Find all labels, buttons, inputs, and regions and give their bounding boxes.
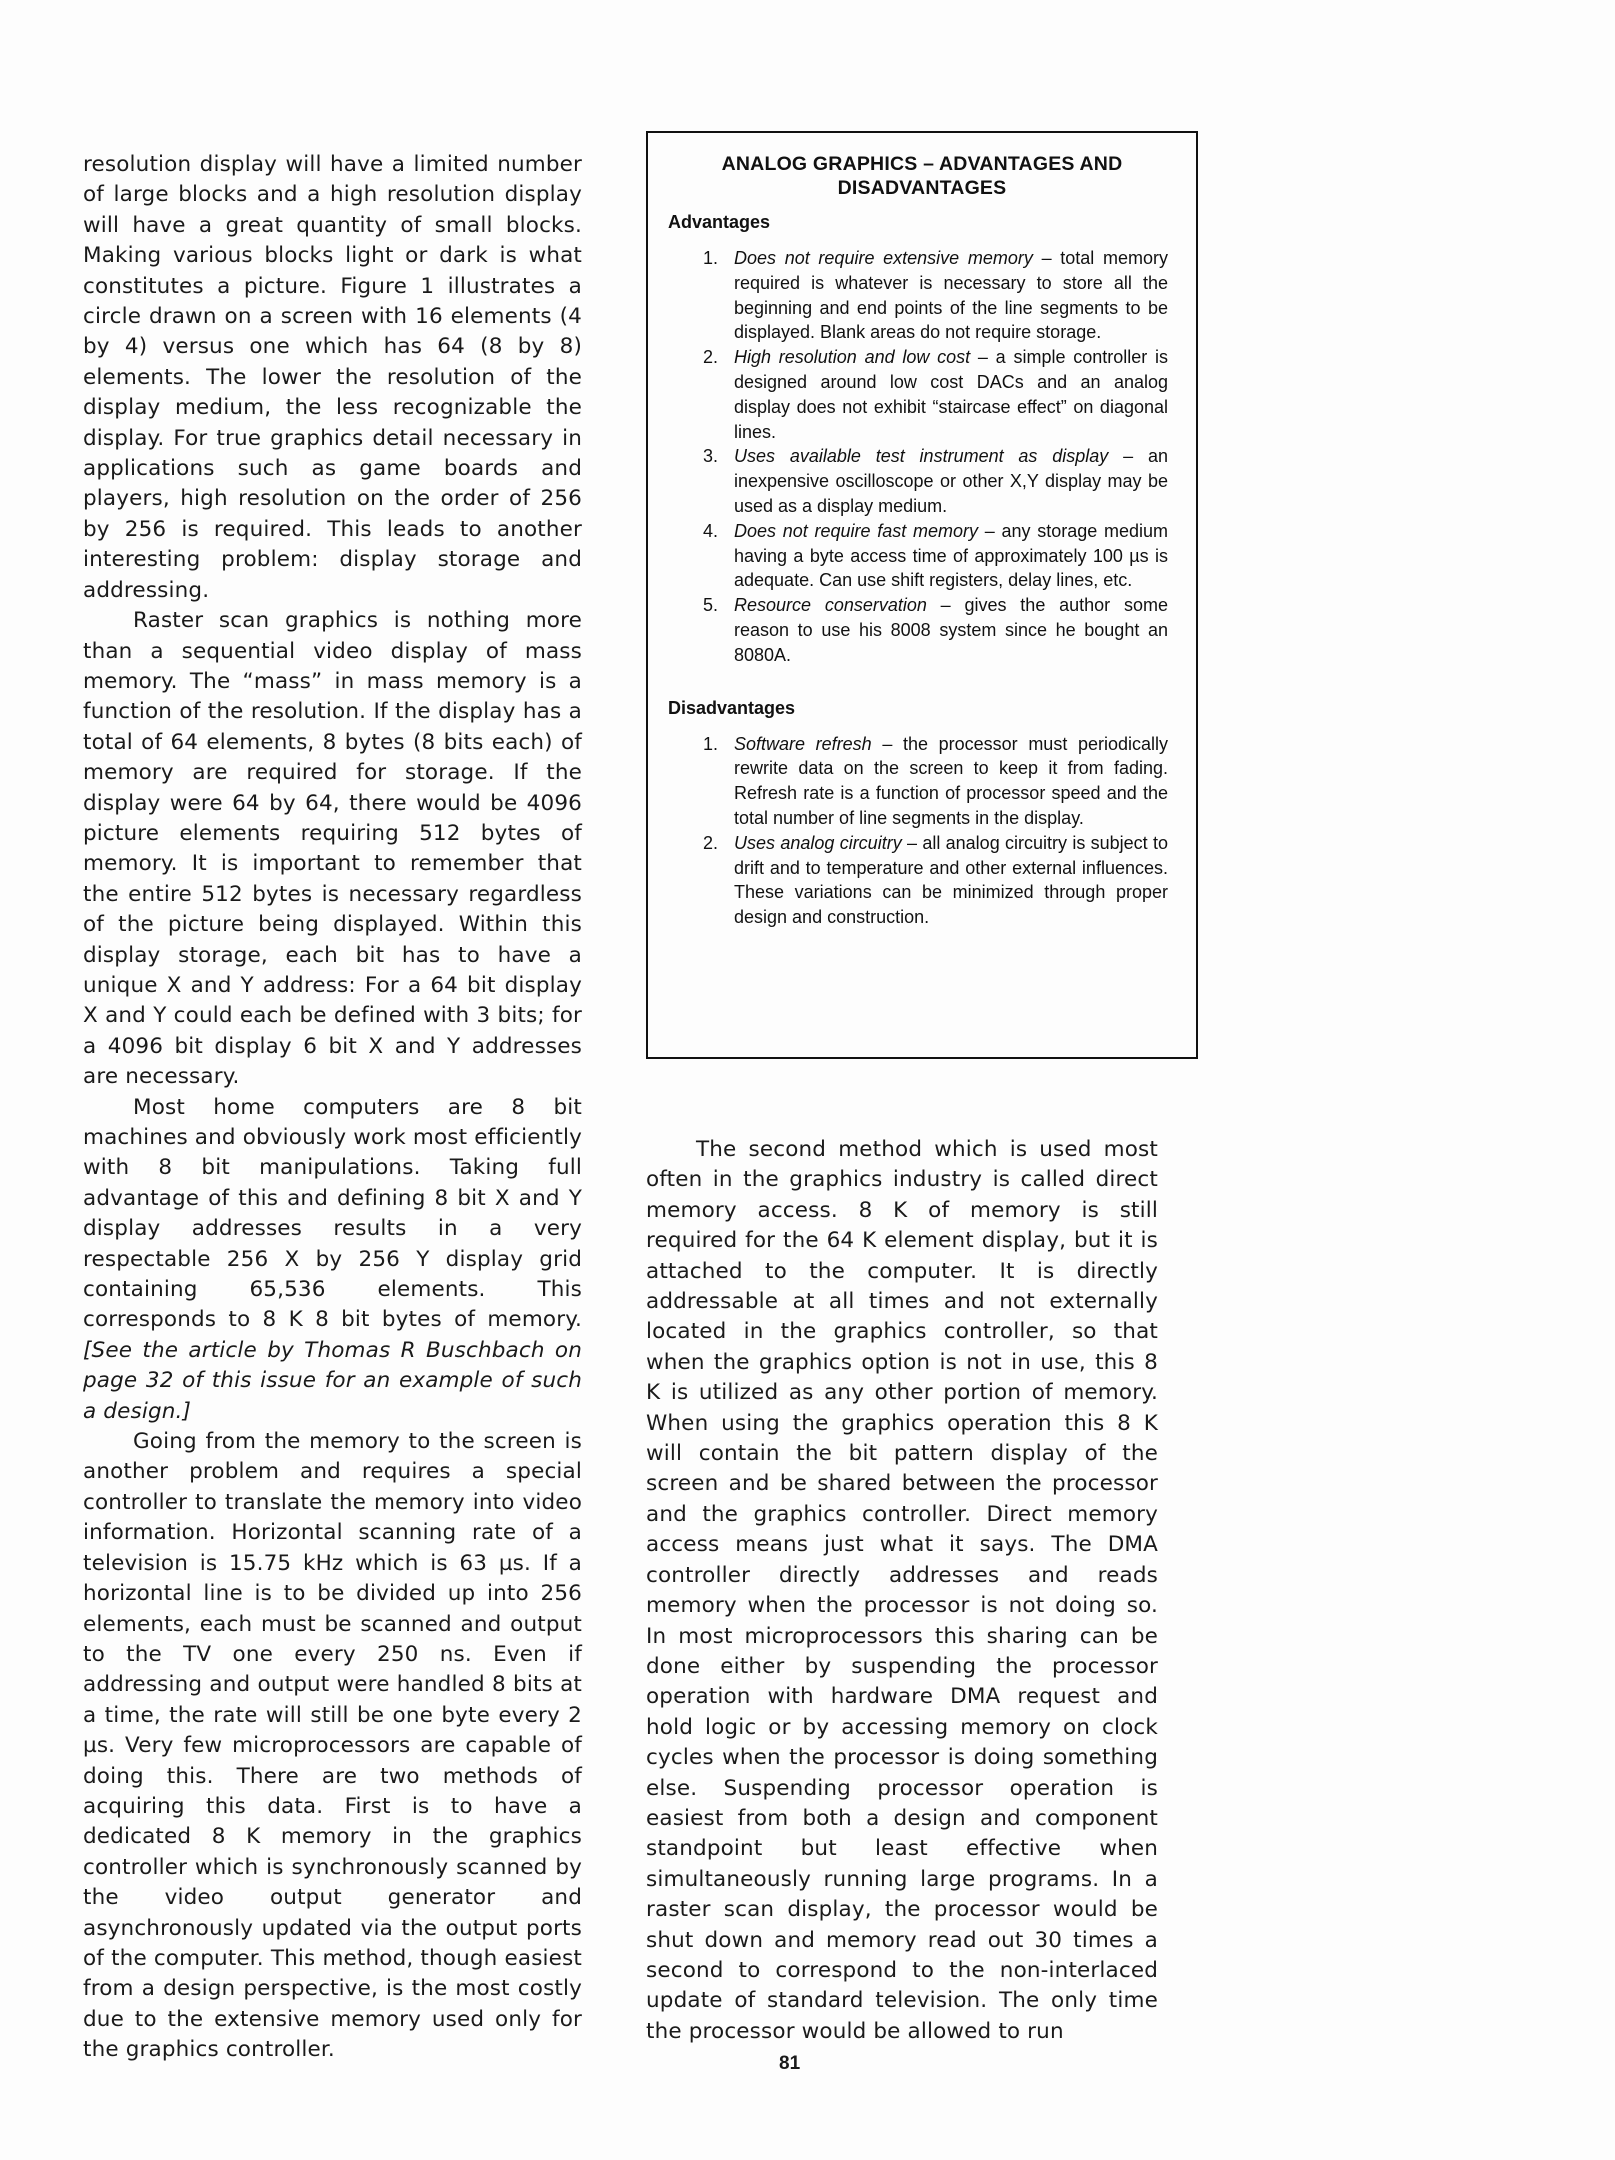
item-number: 4. [703, 520, 719, 541]
body-paragraph: The second method which is used most often in the graphics industry is called direct memory access. 8 K of memory is still required for the 64 K element display, but it is attached to the computer. It is directly addressable at all times and not externally located in the graphics controller, so that when the graphics option is not in use, this 8 K is utilized as any other portion of memory. When using the graphics operation this 8 K will contain the bit pattern display of the screen and be shared between the processor and the graphics controller. Direct memory access means just what it says. The DMA controller directly addresses and reads memory when the processor is not doing so. In most microprocessors this sharing can be done either by suspending the processor operation with hardware DMA request and hold logic or by accessing memory on clock cycles when the processor is doing something else. Suspending processor operation is easiest from both a design and component standpoint but least effective when simultaneously running large programs. In a raster scan display, the processor would be shut down and memory read out 30 times a second to correspond to the non-interlaced update of standard television. The only time the processor would be allowed to run [646, 1137, 1158, 2044]
item-term: Uses analog circuitry [734, 832, 902, 853]
sidebar-title [648, 152, 1196, 200]
editor-note: [See the article by Thomas R Buschbach on page 32 of this issue for an example of such a design.] [83, 1337, 582, 1424]
advantage-item [648, 246, 1196, 345]
item-term: High resolution and low cost [734, 347, 971, 368]
page-number: 81 [779, 2053, 801, 2074]
item-text: – any storage medium having a byte access time of approximately 100 µs is adequate. Can use shift registers, delay lines, etc. [734, 520, 1168, 591]
item-term: Software refresh [734, 733, 872, 754]
body-paragraph: resolution display will have a limited number of large blocks and a high resolution display will have a great quantity of small blocks. Making various blocks light or dark is what constitutes a picture. Figure 1 illustrates a circle drawn on a screen with 16 elements (4 by 4) versus one which has 64 (8 by 8) elements. The lower the resolution of the display medium, the less recognizable the display. For true graphics detail necessary in applications such as game boards and players, high resolution on the order of 256 by 256 is required. This leads to another interesting problem: display storage and addressing. [83, 152, 582, 603]
item-number: 5. [703, 595, 719, 616]
item-term: Resource conservation [734, 595, 927, 616]
advantage-item [648, 345, 1196, 444]
body-text: Most home computers are 8 bit machines and obviously work most efficiently with 8 bit manipulations. Taking full advantage of this and defining 8 bit X and Y display addresses results in a very respectable 256 X by 256 Y display grid containing 65,536 elements. This corresponds to 8 K 8 bit bytes of memory. [83, 1094, 582, 1333]
item-text: – gives the author some reason to use his 8008 system since he bought an 8080A. [734, 595, 1168, 665]
disadvantages-list [648, 732, 1196, 930]
item-number: 1. [703, 248, 719, 268]
disadvantages-heading: Disadvantages [668, 697, 796, 718]
advantages-list [648, 246, 1196, 668]
item-text: – the processor must periodically rewrite data on the screen to keep it from fading. Refresh rate is a function of processor speed and the total number of line segments in the display. [734, 733, 1168, 828]
sidebar-box [646, 131, 1198, 1059]
item-term: Does not require fast memory [734, 520, 978, 541]
item-term: Uses available test instrument as display [734, 446, 1109, 467]
body-paragraph [83, 1093, 582, 1427]
item-number: 2. [703, 347, 719, 368]
item-number: 2. [703, 832, 719, 853]
body-paragraph: Raster scan graphics is nothing more than a sequential video display of mass memory. The “mass” in mass memory is a function of the resolution. If the display has a total of 64 elements, 8 bytes (8 bits each) of memory are required for storage. If the display were 64 by 64, there would be 4096 picture elements requiring 512 bytes of memory. It is important to remember that the entire 512 bytes is necessary regardless of the picture being displayed. Within this display storage, each bit has to have a unique X and Y address: For a 64 bit display X and Y could each be defined with 3 bits; for a 4096 bit display 6 bit X and Y addresses are necessary. [83, 608, 582, 1090]
disadvantage-item [648, 732, 1196, 831]
item-term: Does not require extensive memory [734, 248, 1033, 268]
item-number: 3. [703, 446, 719, 467]
sidebar-title-text: ANALOG GRAPHICS – ADVANTAGES AND DISADVANTAGES [721, 153, 1123, 199]
body-paragraph: Going from the memory to the screen is another problem and requires a special controller to translate the memory into video information. Horizontal scanning rate of a television is 15.75 kHz which is 63 µs. If a horizontal line is to be divided up into 256 elements, each must be scanned and output to the TV one every 250 ns. Even if addressing and output were handled 8 bits at a time, the rate will still be one byte every 2 µs. Very few microprocessors are capable of doing this. There are two methods of acquiring this data. First is to have a dedicated 8 K memory in the graphics controller which is synchronously scanned by the video output generator and asynchronously updated via the output ports of the computer. This method, though easiest from a design perspective, is the most costly due to the extensive memory used only for the graphics controller. [83, 1429, 582, 2063]
item-text: – a simple controller is designed around low cost DACs and an analog display does not exhibit “staircase effect” on diagonal lines. [734, 347, 1169, 442]
advantages-heading: Advantages [668, 212, 771, 232]
advantage-item [648, 519, 1196, 593]
advantage-item [648, 593, 1196, 667]
item-text: – total memory required is whatever is necessary to store all the beginning and end points of the line segments to be displayed. Blank areas do not require storage. [734, 248, 1168, 343]
right-text-column [646, 1135, 1158, 2047]
disadvantage-item [648, 831, 1196, 930]
left-text-column [83, 150, 582, 2066]
item-number: 1. [703, 733, 719, 754]
item-text: – all analog circuitry is subject to drift and to temperature and other external influences. These variations can be minimized through proper design and construction. [734, 832, 1168, 928]
item-text: – an inexpensive oscilloscope or other X,Y display may be used as a display medium. [734, 446, 1168, 516]
advantage-item [648, 444, 1196, 518]
